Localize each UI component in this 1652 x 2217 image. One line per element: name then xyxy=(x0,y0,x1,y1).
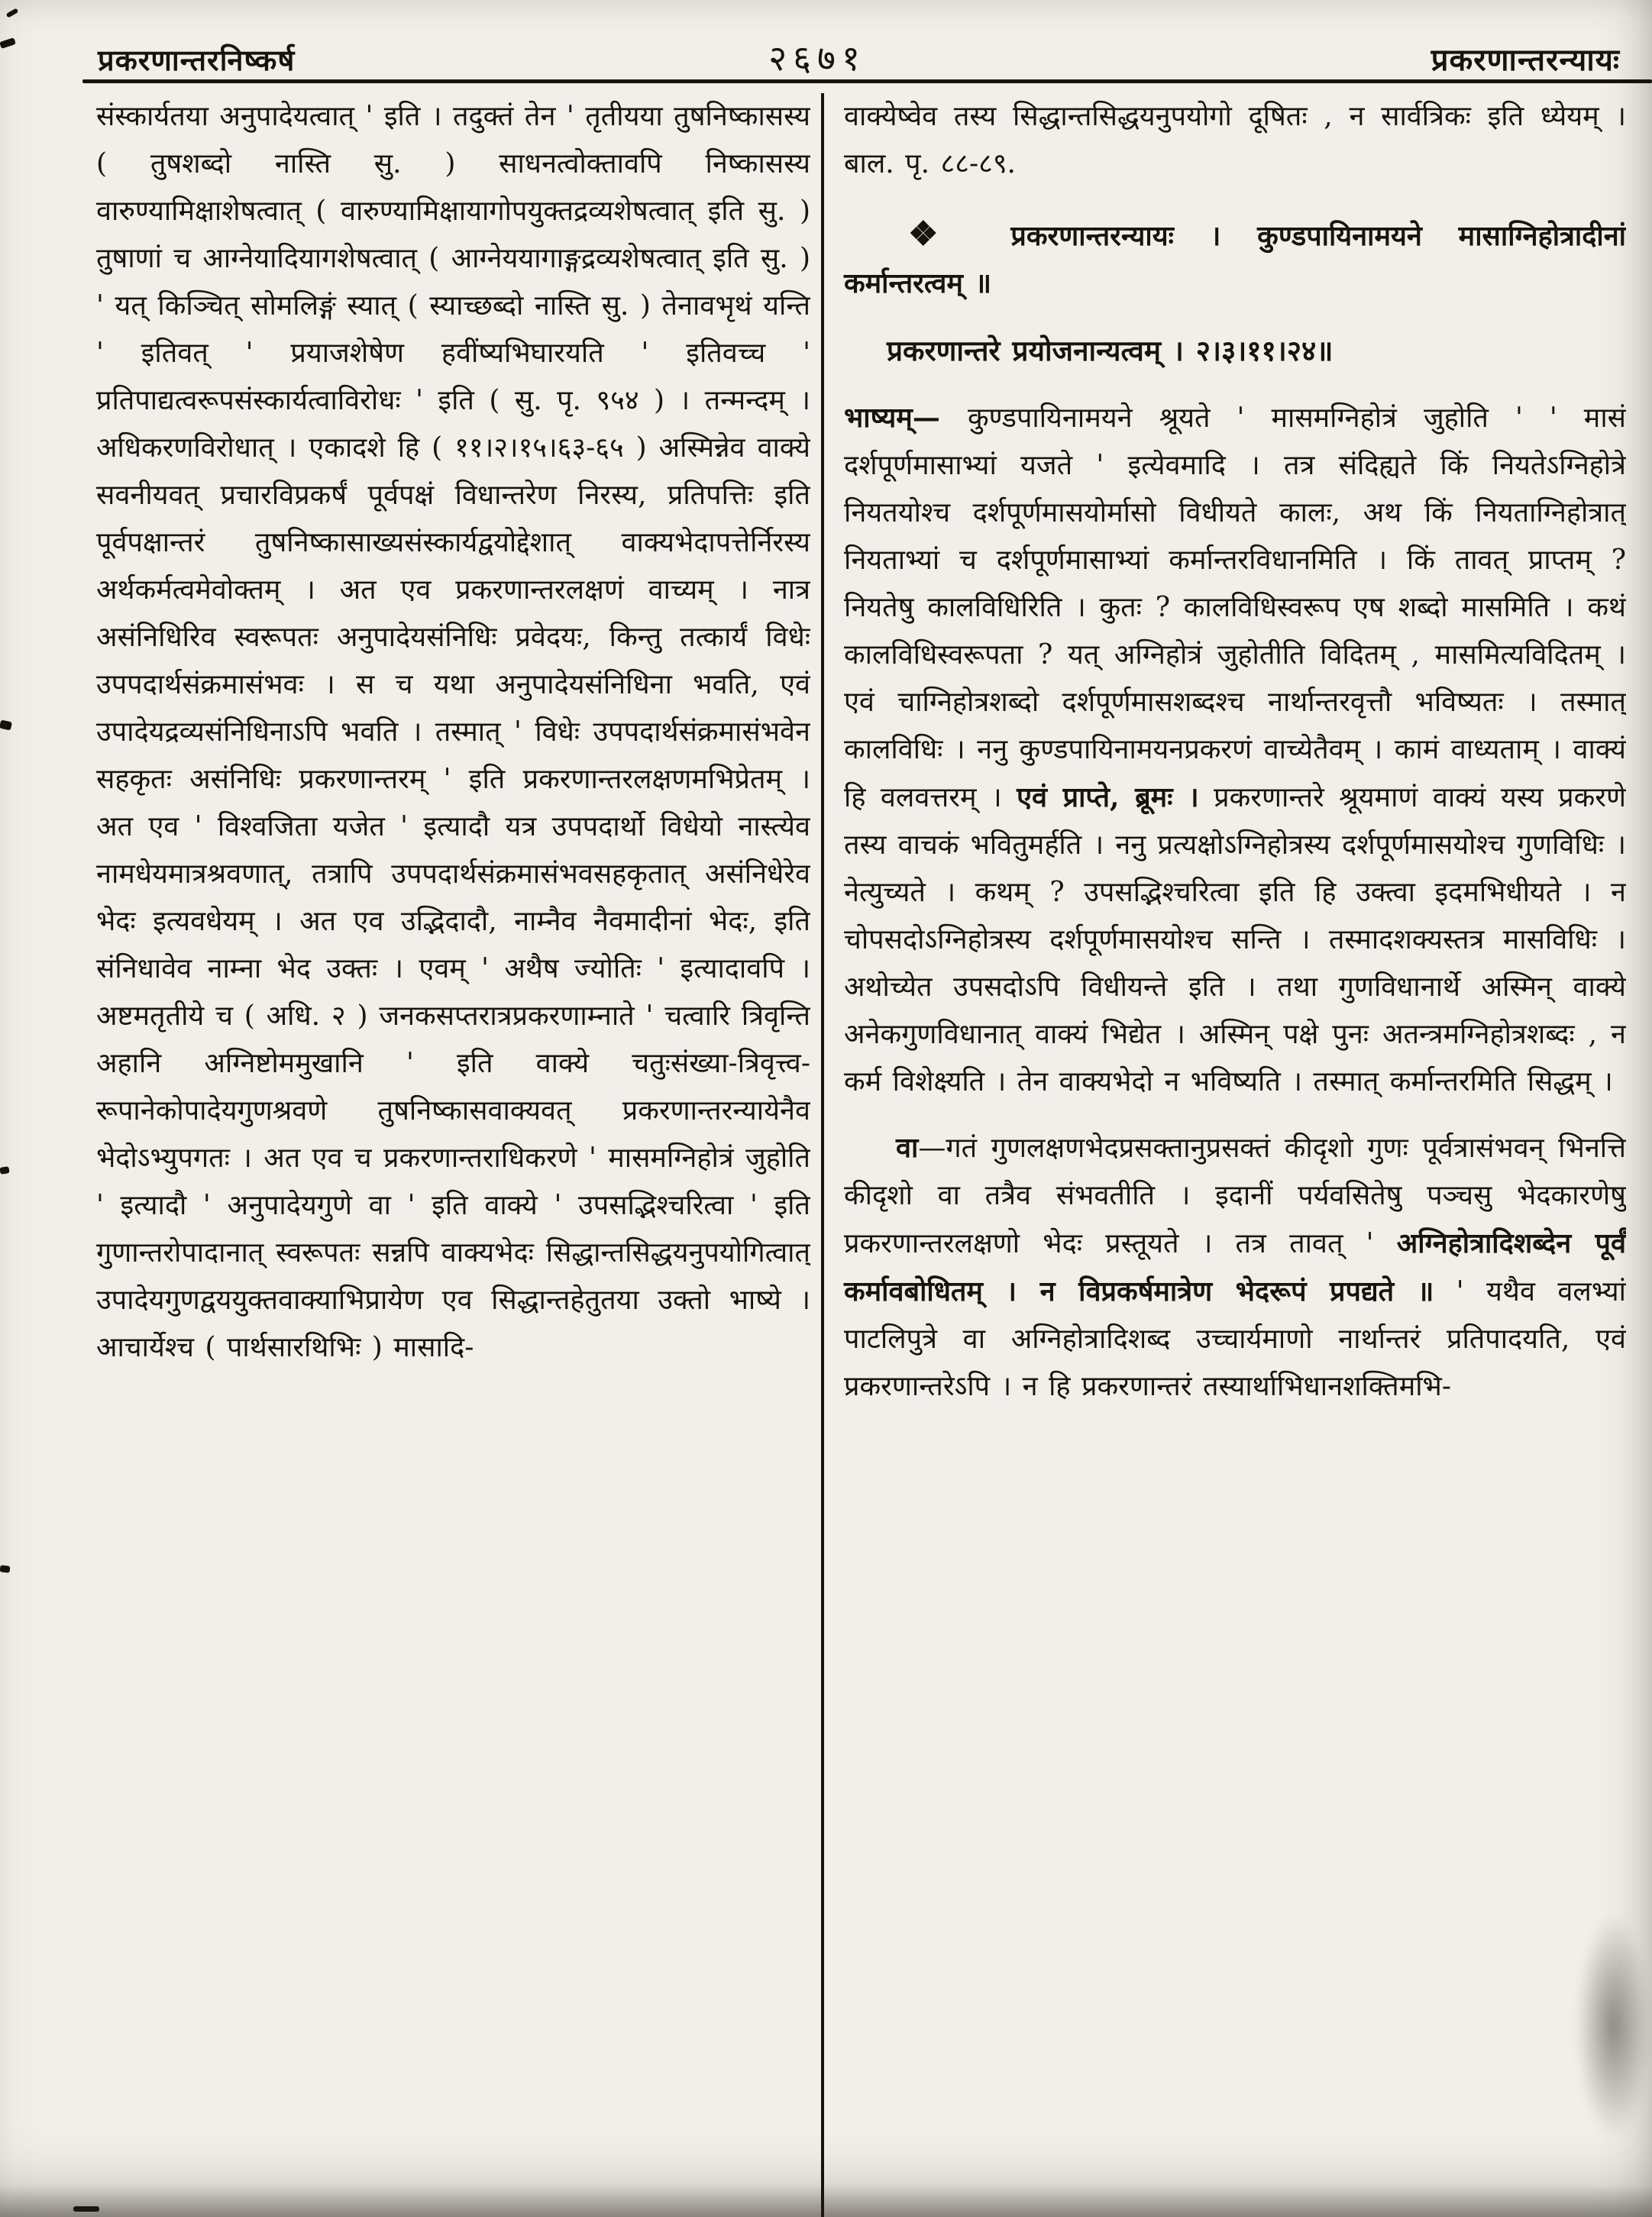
section-ornament-icon: ❖ xyxy=(908,215,1011,254)
header-rule xyxy=(82,79,1652,83)
bold-text: वा xyxy=(896,1132,919,1164)
header-left-title: प्रकरणान्तरनिष्कर्ष xyxy=(98,43,296,77)
body-text: संस्कार्यतया अनुपादेयत्वात् ' इति । तदुक्तं तेन ' तृतीयया तुषनिष्कासस्य ( तुषशब्दो नास्ति सु. ) साधनत्वोक्तावपि निष्कासस्य वारुण्यामिक्षाशेषत्वात् ( वारुण्यामिक्षायागोपयुक्तद्रव्यशेषत्वात् इति सु. ) तुषाणां च आग्नेयादियागशेषत्वात् ( आग्नेययागाङ्गद्रव्यशेषत्वात् इति सु. ) ' यत् किञ्चित् सोमलिङ्गं स्यात् ( स्याच्छब्दो नास्ति सु. ) तेनावभृथं यन्ति ' इतिवत् ' प्रयाजशेषेण हवींष्यभिघारयति ' इतिवच्च ' प्रतिपाद्यत्वरूपसंस्कार्यत्वाविरोधः ' इति ( सु. पृ. ९५४ ) । तन्मन्दम् । अधिकरणविरोधात् । एकादशे हि ( ११।२।१५।६३-६५ ) अस्मिन्नेव वाक्ये सवनीयवत् प्रचारविप्रकर्षं पूर्वपक्षं विधान्तरेण निरस्य, प्रतिपत्तिः इति पूर्वपक्षान्तरं तुषनिष्कासाख्यसंस्कार्यद्वयोद्देशात् वाक्यभेदापत्तेर्निरस्य अर्थकर्मत्वमेवोक्तम् । अत एव प्रकरणान्तरलक्षणं वाच्यम् । नात्र असंनिधिरिव स्वरूपतः अनुपादेयसंनिधिः प्रवेदयः, किन्तु तत्कार्यं विधेः उपपदार्थसंक्रमासंभवः । स च यथा अनुपादेयसंनिधिना भवति, एवं उपादेयद्रव्यसंनिधिनाऽपि भवति । तस्मात् ' विधेः उपपदार्थसंक्रमासंभवेन सहकृतः असंनिधिः प्रकरणान्तरम् ' इति प्रकरणान्तरलक्षणमभिप्रेतम् । अत एव ' विश्वजिता यजेत ' इत्यादौ यत्र उपपदार्थो विधेयो नास्त्येव नामधेयमात्रश्रवणात्, तत्रापि उपपदार्थसंक्रमासंभवसहकृतात् असंनिधेरेव भेदः इत्यवधेयम् । अत एव उद्भिदादौ, नाम्नैव नैवमादीनां भेदः, इति संनिधावेव नाम्ना भेद उक्तः । एवम् ' अथैष ज्योतिः ' इत्यादावपि । अष्टमतृतीये च ( अधि. २ ) जनकसप्तरात्रप्रकरणाम्नाते ' चत्वारि त्रिवृन्ति अहानि अग्निष्टोममुखानि ' इति वाक्ये चतुःसंख्या-त्रिवृत्त्व-रूपानेकोपादेयगुणश्रवणे तुषनिष्कासवाक्यवत् प्रकरणान्तरन्यायेनैव भेदोऽभ्युपगतः । अत एव च प्रकरणान्तराधिकरणे ' मासमग्निहोत्रं जुहोति ' इत्यादौ ' अनुपादेयगुणे वा ' इति वाक्ये ' उपसद्भिश्चरित्वा ' इति गुणान्तरोपादानात् स्वरूपतः सन्नपि वाक्यभेदः सिद्धान्तसिद्धयनुपयोगित्वात् उपादेयगुणद्वययुक्तवाक्याभिप्रायेण एव सिद्धान्तहेतुतया उक्तो भाष्ये । आचार्येश्च ( पार्थसारथिभिः ) मासादि- xyxy=(96,101,810,1363)
bold-text: अग्निहोत्रादिशब्देन पूर्वं कर्मावबोधितम् । न विप्रकर्षमात्रेण भेदरूपं प्रपद्यते ॥ xyxy=(844,1227,1626,1307)
paragraph xyxy=(96,93,810,1372)
body-text: प्रकरणान्तरे श्रूयमाणं वाक्यं यस्य प्रकरणे तस्य वाचकं भवितुमर्हति । ननु प्रत्यक्षोऽग्निहोत्रस्य दर्शपूर्णमासयोश्च गुणविधिः । नेत्युच्यते । कथम् ? उपसद्भिश्चरित्वा इति हि उक्त्वा इदमभिधीयते । न चोपसदोऽग्निहोत्रस्य दर्शपूर्णमासयोश्च सन्ति । तस्मादशक्यस्तत्र मासविधिः । अथोच्येत उपसदोऽपि विधीयन्ते इति । तथा गुणविधानार्थे अस्मिन् वाक्ये अनेकगुणविधानात् वाक्यं भिद्येत । अस्मिन् पक्षे पुनः अतन्त्रमग्निहोत्रशब्दः , न कर्म विशेक्ष्यति । तेन वाक्यभेदो न भविष्यति । तस्मात् कर्मान्तरमिति सिद्धम् । xyxy=(844,782,1626,1097)
header-right-title: प्रकरणान्तरन्यायः xyxy=(1431,42,1620,78)
paragraph xyxy=(844,327,1626,374)
right-column xyxy=(824,93,1626,2217)
scan-artifact xyxy=(0,1166,10,1175)
scan-artifact xyxy=(0,37,16,49)
scan-artifact xyxy=(0,720,12,731)
bold-text: प्रकरणान्तरे प्रयोजनान्यत्वम् । २।३।११।२४॥ xyxy=(887,334,1334,367)
paragraph xyxy=(844,394,1626,1106)
scan-artifact xyxy=(0,1565,10,1572)
text-columns xyxy=(96,93,1626,2217)
paragraph xyxy=(844,1124,1626,1411)
left-column xyxy=(96,93,810,2217)
bold-text: एवं प्राप्ते, ब्रूमः । xyxy=(1017,781,1199,813)
bold-text: भाष्यम्— xyxy=(844,402,968,434)
bold-text: प्रकरणान्तरन्यायः । कुण्डपायिनामयने मासाग्निहोत्रादीनां कर्मान्तरत्वम् ॥ xyxy=(844,220,1626,299)
paragraph xyxy=(844,93,1626,188)
body-text: —गतं गुणलक्षणभेदप्रसक्तानुप्रसक्तं कीदृशो गुणः पूर्वत्रासंभवन् भिनत्ति कीदृशो वा तत्रैव संभवतीति । इदानीं पर्यवसितेषु पञ्चसु भेदकारणेषु प्रकरणान्तरलक्षणो भेदः प्रस्तूयते । तत्र तावत् ' xyxy=(844,1133,1626,1259)
paragraph xyxy=(844,211,1626,307)
body-text: कुण्डपायिनामयने श्रूयते ' मासमग्निहोत्रं जुहोति ' ' मासं दर्शपूर्णमासाभ्यां यजते ' इत्येवमादि । तत्र संदिह्यते किं नियतेऽग्निहोत्रे नियतयोश्च दर्शपूर्णमासयोर्मासो विधीयते कालः, अथ किं नियताग्निहोत्रात् नियताभ्यां च दर्शपूर्णमासाभ्यां कर्मान्तरविधानमिति । किं तावत् प्राप्तम् ? नियतेषु कालविधिरिति । कुतः ? कालविधिस्वरूप एष शब्दो मासमिति । कथं कालविधिस्वरूपता ? यत् अग्निहोत्रं जुहोतीति विदितम् , मासमित्यविदितम् । एवं चाग्निहोत्रशब्दो दर्शपूर्णमासशब्दश्च नार्थान्तरवृत्तौ भविष्यतः । तस्मात् कालविधिः । ननु कुण्डपायिनामयनप्रकरणं वाच्येतैवम् । कामं वाध्यताम् । वाक्यं हि वलवत्तरम् । xyxy=(844,402,1626,813)
page-header xyxy=(98,34,1620,81)
body-text: वाक्येष्वेव तस्य सिद्धान्तसिद्धयनुपयोगो दूषितः , न सार्वत्रिकः इति ध्येयम् । बाल. पृ. ८८-८९. xyxy=(844,101,1626,179)
page-number: २६७१ xyxy=(768,37,866,79)
scan-artifact xyxy=(6,8,19,18)
scan-artifact xyxy=(73,2206,99,2212)
body-text: ' यथैव वलभ्यां पाटलिपुत्रे वा अग्निहोत्रादिशब्द उच्चार्यमाणो नार्थान्तरं प्रतिपादयति, एवं प्रकरणान्तरेऽपि । न हि प्रकरणान्तरं तस्यार्थाभिधानशक्तिमभि- xyxy=(844,1276,1626,1402)
